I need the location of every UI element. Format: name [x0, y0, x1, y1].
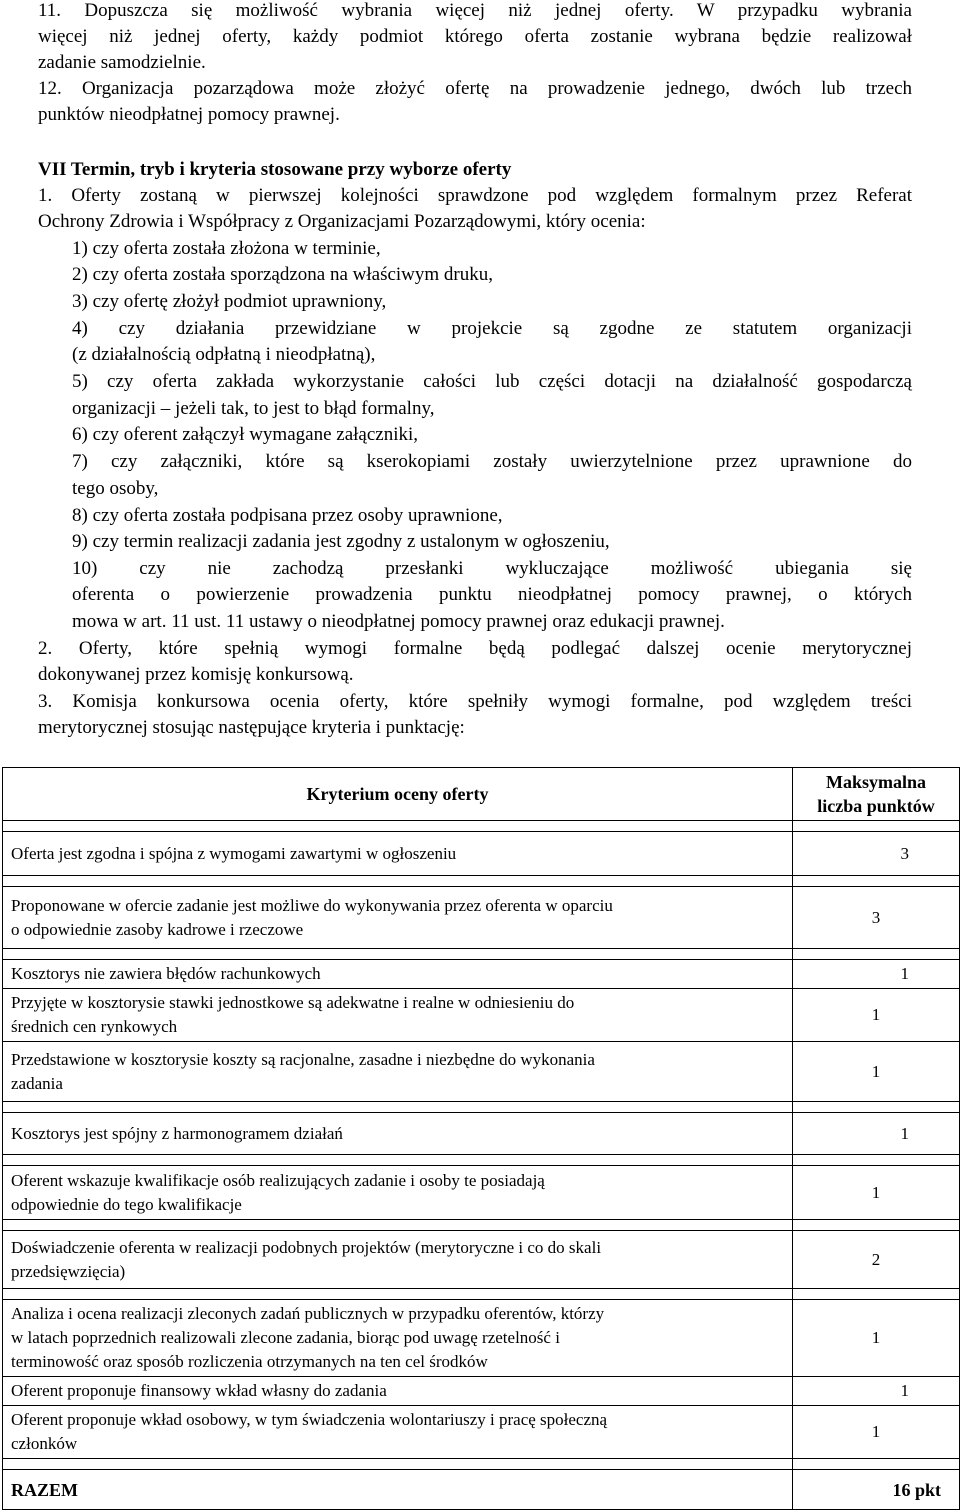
table-spacer	[3, 1220, 960, 1231]
list-item: 6) czy oferent załączył wymagane załączniki,	[72, 424, 419, 445]
criterion-text: zadania	[11, 1073, 63, 1093]
points-cell: 1	[793, 1042, 960, 1102]
paragraph-line: merytorycznej stosując następujące kryteria i punktację:	[38, 717, 465, 738]
points-header-line: Maksymalna	[825, 772, 926, 792]
criterion-cell	[3, 960, 793, 989]
table-spacer	[3, 1155, 960, 1166]
table-spacer	[3, 1289, 960, 1300]
table-row	[3, 1300, 960, 1377]
section-heading: VII Termin, tryb i kryteria stosowane przy wyborze oferty	[38, 159, 512, 180]
list-item: 1) czy oferta została złożona w terminie,	[72, 238, 381, 259]
criterion-cell	[3, 1406, 793, 1459]
table-row	[3, 1377, 960, 1406]
table-row	[3, 1113, 960, 1155]
criterion-cell	[3, 1300, 793, 1377]
criterion-text: członków	[11, 1434, 78, 1453]
paragraph-line: Ochrony Zdrowia i Współpracy z Organizacjami Pozarządowymi, który ocenia:	[38, 211, 646, 232]
list-item: mowa w art. 11 ust. 11 ustawy o nieodpłatnej pomocy prawnej oraz edukacji prawnej.	[72, 611, 725, 632]
criterion-text: Przedstawione w kosztorysie koszty są racjonalne, zasadne i niezbędne do wykonania	[11, 1049, 595, 1069]
points-cell: 1	[793, 1406, 960, 1459]
points-cell: 3	[793, 887, 960, 949]
points-cell: 1	[793, 1166, 960, 1220]
paragraph-line: 1. Oferty zostaną w pierwszej kolejności sprawdzone pod względem formalnym przez Referat	[38, 185, 912, 206]
paragraph-line: 12. Organizacja pozarządowa może złożyć ofertę na prowadzenie jednego, dwóch lub trzech	[38, 78, 912, 99]
criterion-text: o odpowiednie zasoby kadrowe i rzeczowe	[11, 919, 304, 939]
criterion-cell	[3, 1231, 793, 1289]
criterion-text: Przyjęte w kosztorysie stawki jednostkowe są adekwatne i realne w odniesieniu do	[11, 993, 575, 1012]
paragraph-line: 2. Oferty, które spełnią wymogi formalne będą podlegać dalszej ocenie merytorycznej	[38, 638, 912, 659]
table-spacer	[3, 821, 960, 832]
paragraph-line: 11. Dopuszcza się możliwość wybrania więcej niż jednej oferty. W przypadku wybrania	[38, 0, 912, 21]
criterion-text: Proponowane w ofercie zadanie jest możliwe do wykonywania przez oferenta w oparciu	[11, 895, 613, 915]
criterion-text: Oferent wskazuje kwalifikacje osób realizujących zadanie i osoby te posiadają	[11, 1170, 545, 1190]
list-item: organizacji – jeżeli tak, to jest to błąd formalny,	[72, 398, 435, 419]
points-cell: 1	[793, 989, 960, 1042]
criterion-text: terminowość oraz sposób rozliczenia otrzymanych na ten cel środków	[11, 1352, 488, 1371]
table-row	[3, 989, 960, 1042]
list-item: (z działalnością odpłatną i nieodpłatną),	[72, 344, 376, 365]
points-cell: 1	[793, 1377, 960, 1406]
criterion-cell	[3, 887, 793, 949]
criterion-cell	[3, 832, 793, 876]
list-item: 7) czy załączniki, które są kserokopiami zostały uwierzytelnione przez uprawnione do	[72, 451, 912, 472]
criterion-cell	[3, 1113, 793, 1155]
criterion-text: Doświadczenie oferenta w realizacji podobnych projektów (merytoryczne i co do skali	[11, 1237, 602, 1257]
total-row	[3, 1470, 960, 1510]
criterion-text: Kosztorys jest spójny z harmonogramem działań	[11, 1123, 343, 1143]
paragraph-line: punktów nieodpłatnej pomocy prawnej.	[38, 104, 340, 125]
list-item: 9) czy termin realizacji zadania jest zgodny z ustalonym w ogłoszeniu,	[72, 531, 610, 552]
list-item: 4) czy działania przewidziane w projekcie są zgodne ze statutem organizacji	[72, 318, 912, 339]
criterion-cell	[3, 1377, 793, 1406]
paragraph-line: 3. Komisja konkursowa ocenia oferty, które spełniły wymogi formalne, pod względem treści	[38, 691, 912, 712]
points-cell: 2	[793, 1231, 960, 1289]
paragraph-line: zadanie samodzielnie.	[38, 52, 206, 73]
points-header	[793, 768, 960, 821]
points-cell: 1	[793, 1300, 960, 1377]
criterion-text: Analiza i ocena realizacji zleconych zadań publicznych w przypadku oferentów, którzy	[11, 1304, 605, 1323]
criterion-text: średnich cen rynkowych	[11, 1017, 178, 1036]
paragraph-line: dokonywanej przez komisję konkursową.	[38, 664, 354, 685]
criterion-header: Kryterium oceny oferty	[3, 768, 793, 821]
points-cell: 1	[793, 960, 960, 989]
list-item: 10) czy nie zachodzą przesłanki wykluczające możliwość ubiegania się	[72, 558, 912, 579]
criterion-text: Oferent proponuje wkład osobowy, w tym świadczenia wolontariuszy i pracę społeczną	[11, 1410, 608, 1429]
table-row	[3, 1406, 960, 1459]
table-spacer	[3, 1102, 960, 1113]
list-item: 8) czy oferta została podpisana przez osoby uprawnione,	[72, 505, 503, 526]
criterion-text: Oferta jest zgodna i spójna z wymogami zawartymi w ogłoszeniu	[11, 843, 457, 863]
criterion-text: w latach poprzednich realizowali zlecone zadania, biorąc pod uwagę rzetelność i	[11, 1328, 560, 1347]
table-row	[3, 1231, 960, 1289]
criterion-text: Kosztorys nie zawiera błędów rachunkowych	[11, 964, 321, 983]
table-row	[3, 1166, 960, 1220]
table-row	[3, 1042, 960, 1102]
criterion-text: odpowiednie do tego kwalifikacje	[11, 1194, 242, 1214]
points-header-line: liczba punktów	[817, 796, 935, 816]
table-row	[3, 832, 960, 876]
table-row	[3, 887, 960, 949]
total-label: RAZEM	[3, 1470, 793, 1510]
table-spacer	[3, 876, 960, 887]
table-row	[3, 960, 960, 989]
points-cell: 3	[793, 832, 960, 876]
criteria-table	[2, 767, 960, 1510]
total-value: 16 pkt	[793, 1470, 960, 1510]
list-item: oferenta o powierzenie prowadzenia punktu nieodpłatnej pomocy prawnej, o których	[72, 584, 912, 605]
list-item: 5) czy oferta zakłada wykorzystanie całości lub części dotacji na działalność gospodarczą	[72, 371, 912, 392]
criterion-text: przedsięwzięcia)	[11, 1261, 126, 1281]
paragraph-line: więcej niż jednej oferty, każdy podmiot którego oferta zostanie wybrana będzie realizował	[38, 26, 912, 47]
criterion-cell	[3, 1042, 793, 1102]
table-spacer	[3, 949, 960, 960]
list-item: tego osoby,	[72, 478, 159, 499]
list-item: 3) czy ofertę złożył podmiot uprawniony,	[72, 291, 387, 312]
list-item: 2) czy oferta została sporządzona na właściwym druku,	[72, 264, 493, 285]
criterion-cell	[3, 1166, 793, 1220]
criterion-cell	[3, 989, 793, 1042]
criterion-text: Oferent proponuje finansowy wkład własny do zadania	[11, 1381, 387, 1400]
table-spacer	[3, 1459, 960, 1470]
points-cell: 1	[793, 1113, 960, 1155]
table-header-row	[3, 768, 960, 821]
